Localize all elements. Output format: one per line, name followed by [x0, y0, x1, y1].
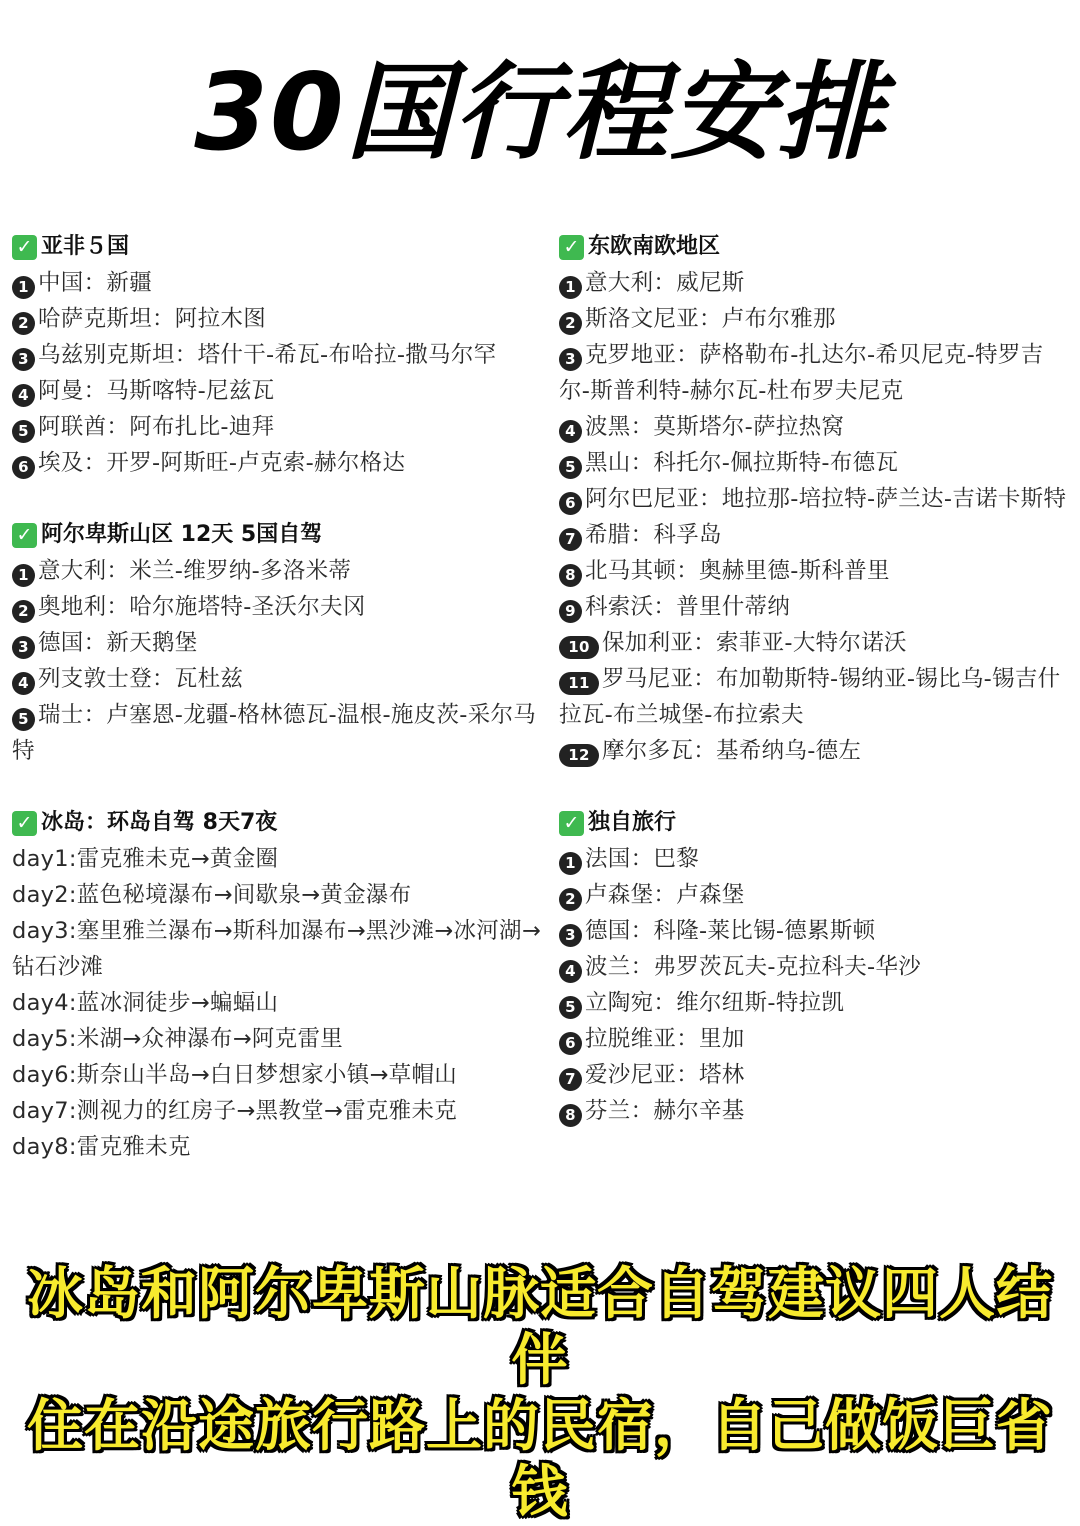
list-item-text: 立陶宛：维尔纽斯-特拉凯 [585, 990, 845, 1016]
list-item [12, 697, 542, 769]
list-item [12, 877, 542, 913]
list-item [559, 589, 1074, 625]
list-item [12, 373, 542, 409]
list-item-text: day8:雷克雅未克 [12, 1134, 191, 1160]
right-column [559, 229, 1074, 1165]
itinerary-section [12, 805, 542, 1165]
list-item-text: day4:蓝冰洞徒步→蝙蝠山 [12, 990, 279, 1016]
list-item [559, 661, 1074, 733]
section-title-text: 阿尔卑斯山区 12天 5国自驾 [41, 522, 323, 547]
list-item [12, 841, 542, 877]
list-item [559, 985, 1074, 1021]
check-box-icon: ✓ [559, 811, 584, 836]
circled-number-icon: 2 [559, 312, 582, 335]
circled-number-icon: 3 [12, 348, 35, 371]
list-item-text: 拉脱维亚：里加 [585, 1026, 745, 1052]
circled-number-icon: 6 [559, 492, 582, 515]
footer-caption [0, 1262, 1080, 1526]
list-item-text: day5:米湖→众神瀑布→阿克雷里 [12, 1026, 344, 1052]
circled-number-icon: 4 [559, 420, 582, 443]
list-item-text: 阿曼：马斯喀特-尼兹瓦 [38, 378, 275, 404]
circled-number-icon: 4 [12, 384, 35, 407]
section-title [559, 805, 1074, 841]
list-item-text: day1:雷克雅未克→黄金圈 [12, 846, 279, 872]
section-title [12, 229, 542, 265]
circled-number-icon: 6 [559, 1032, 582, 1055]
circled-number-icon: 3 [12, 636, 35, 659]
circled-number-icon: 3 [559, 348, 582, 371]
section-title-text: 冰岛：环岛自驾 8天7夜 [41, 810, 278, 835]
section-title-text: 独自旅行 [588, 810, 677, 835]
list-item [559, 949, 1074, 985]
list-item-text: 阿尔巴尼亚：地拉那-培拉特-萨兰达-吉诺卡斯特 [585, 486, 1067, 512]
list-item-text: 黑山：科托尔-佩拉斯特-布德瓦 [585, 450, 899, 476]
list-item [12, 985, 542, 1021]
list-item [559, 301, 1074, 337]
circled-number-icon: 11 [559, 672, 599, 695]
list-item [559, 625, 1074, 661]
list-item-text: 卢森堡：卢森堡 [585, 882, 745, 908]
circled-number-icon: 1 [12, 564, 35, 587]
circled-number-icon: 6 [12, 456, 35, 479]
list-item [12, 553, 542, 589]
list-item [559, 445, 1074, 481]
list-item-text: day7:测视力的红房子→黑教堂→雷克雅未克 [12, 1098, 458, 1124]
list-item [559, 481, 1074, 517]
list-item-text: 乌兹别克斯坦：塔什干-希瓦-布哈拉-撒马尔罕 [38, 342, 497, 368]
list-item [12, 625, 542, 661]
list-item-text: 波黑：莫斯塔尔-萨拉热窝 [585, 414, 845, 440]
circled-number-icon: 5 [12, 420, 35, 443]
list-item-text: 希腊：科孚岛 [585, 522, 722, 548]
circled-number-icon: 1 [559, 276, 582, 299]
list-item [559, 877, 1074, 913]
list-item [12, 1129, 542, 1165]
list-item [12, 589, 542, 625]
list-item-text: 保加利亚：索菲亚-大特尔诺沃 [602, 630, 907, 656]
list-item-text: 罗马尼亚：布加勒斯特-锡纳亚-锡比乌-锡吉什拉瓦-布兰城堡-布拉索夫 [559, 666, 1061, 728]
list-item [559, 1093, 1074, 1129]
list-item-text: 摩尔多瓦：基希纳乌-德左 [602, 738, 862, 764]
list-item-text: 奥地利：哈尔施塔特-圣沃尔夫冈 [38, 594, 366, 620]
section-title [12, 517, 542, 553]
circled-number-icon: 1 [12, 276, 35, 299]
check-box-icon: ✓ [12, 523, 37, 548]
list-item [12, 1093, 542, 1129]
circled-number-icon: 5 [559, 996, 582, 1019]
circled-number-icon: 5 [12, 708, 35, 731]
circled-number-icon: 4 [559, 960, 582, 983]
circled-number-icon: 9 [559, 600, 582, 623]
list-item-text: day6:斯奈山半岛→白日梦想家小镇→草帽山 [12, 1062, 458, 1088]
list-item [12, 1021, 542, 1057]
list-item [559, 841, 1074, 877]
circled-number-icon: 4 [12, 672, 35, 695]
list-item [559, 733, 1074, 769]
list-item [12, 301, 542, 337]
circled-number-icon: 12 [559, 744, 599, 767]
list-item-text: 法国：巴黎 [585, 846, 700, 872]
circled-number-icon: 2 [12, 600, 35, 623]
list-item [559, 1021, 1074, 1057]
list-item-text: 爱沙尼亚：塔林 [585, 1062, 745, 1088]
list-item [12, 409, 542, 445]
check-box-icon: ✓ [12, 235, 37, 260]
list-item-text: 中国：新疆 [38, 270, 153, 296]
list-item [559, 553, 1074, 589]
list-item [12, 445, 542, 481]
section-title [12, 805, 542, 841]
circled-number-icon: 10 [559, 636, 599, 659]
list-item-text: day2:蓝色秘境瀑布→间歇泉→黄金瀑布 [12, 882, 412, 908]
list-item-text: 克罗地亚：萨格勒布-扎达尔-希贝尼克-特罗吉尔-斯普利特-赫尔瓦-杜布罗夫尼克 [559, 342, 1044, 404]
list-item-text: 意大利：威尼斯 [585, 270, 745, 296]
circled-number-icon: 1 [559, 852, 582, 875]
list-item [12, 661, 542, 697]
footer-line-1: 冰岛和阿尔卑斯山脉适合自驾建议四人结伴 [27, 1262, 1053, 1393]
list-item-text: 列支敦士登：瓦杜兹 [38, 666, 244, 692]
footer-line-2: 住在沿途旅行路上的民宿，自己做饭巨省钱 [27, 1394, 1053, 1525]
list-item [12, 913, 542, 985]
circled-number-icon: 2 [12, 312, 35, 335]
section-title-text: 东欧南欧地区 [588, 234, 721, 259]
list-item [12, 337, 542, 373]
list-item-text: 德国：新天鹅堡 [38, 630, 198, 656]
circled-number-icon: 3 [559, 924, 582, 947]
list-item [12, 265, 542, 301]
list-item [559, 409, 1074, 445]
list-item [559, 913, 1074, 949]
list-item [559, 337, 1074, 409]
list-item-text: 瑞士：卢塞恩-龙疆-格林德瓦-温根-施皮茨-采尔马特 [12, 702, 537, 764]
list-item-text: 芬兰：赫尔辛基 [585, 1098, 745, 1124]
check-box-icon: ✓ [559, 235, 584, 260]
list-item-text: 埃及：开罗-阿斯旺-卢克索-赫尔格达 [38, 450, 406, 476]
left-column [12, 229, 542, 1201]
list-item [559, 517, 1074, 553]
list-item-text: 科索沃：普里什蒂纳 [585, 594, 791, 620]
circled-number-icon: 8 [559, 564, 582, 587]
circled-number-icon: 8 [559, 1104, 582, 1127]
itinerary-section [12, 517, 542, 769]
list-item-text: 北马其顿：奥赫里德-斯科普里 [585, 558, 890, 584]
list-item-text: 意大利：米兰-维罗纳-多洛米蒂 [38, 558, 352, 584]
list-item-text: 波兰：弗罗茨瓦夫-克拉科夫-华沙 [585, 954, 922, 980]
itinerary-section [559, 805, 1074, 1129]
check-box-icon: ✓ [12, 811, 37, 836]
list-item-text: 哈萨克斯坦：阿拉木图 [38, 306, 267, 332]
page-title: 30国行程安排 [194, 51, 886, 174]
itinerary-section [559, 229, 1074, 769]
circled-number-icon: 7 [559, 528, 582, 551]
circled-number-icon: 5 [559, 456, 582, 479]
circled-number-icon: 2 [559, 888, 582, 911]
list-item-text: 阿联酋：阿布扎比-迪拜 [38, 414, 275, 440]
list-item [12, 1057, 542, 1093]
list-item-text: day3:塞里雅兰瀑布→斯科加瀑布→黑沙滩→冰河湖→钻石沙滩 [12, 918, 541, 980]
list-item-text: 德国：科隆-莱比锡-德累斯顿 [585, 918, 876, 944]
itinerary-section [12, 229, 542, 481]
list-item [559, 265, 1074, 301]
list-item-text: 斯洛文尼亚：卢布尔雅那 [585, 306, 836, 332]
list-item [559, 1057, 1074, 1093]
section-title [559, 229, 1074, 265]
circled-number-icon: 7 [559, 1068, 582, 1091]
section-title-text: 亚非５国 [41, 234, 130, 259]
